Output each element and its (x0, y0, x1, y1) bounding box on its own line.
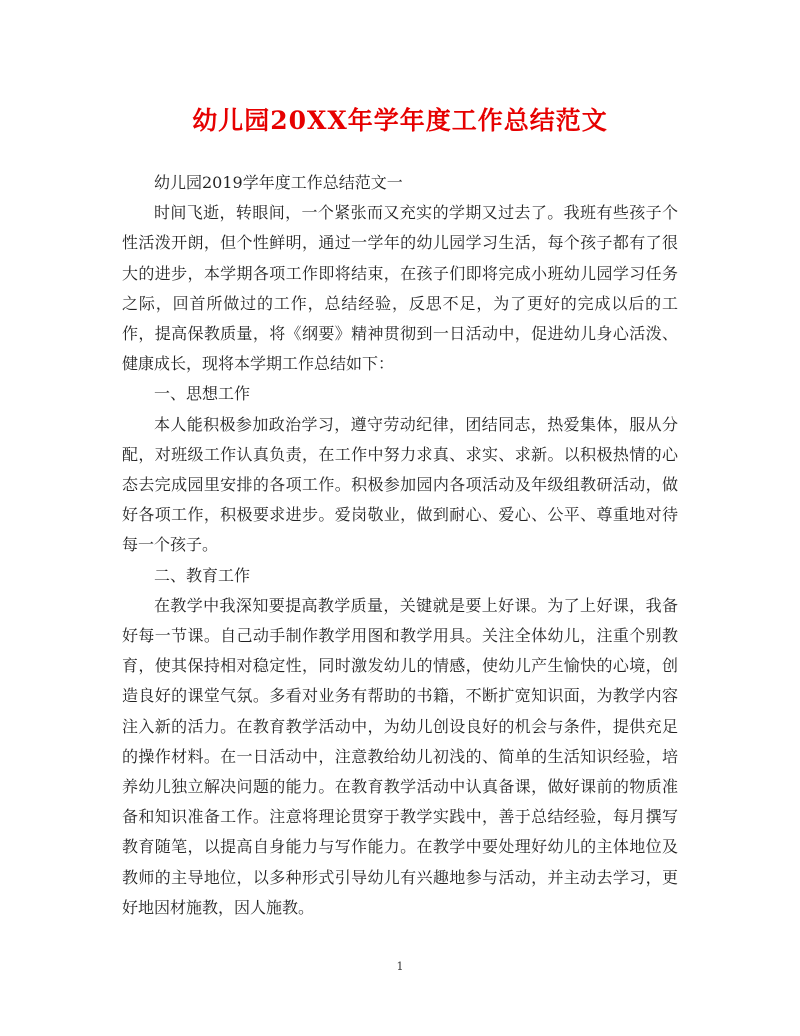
page-number: 1 (396, 960, 404, 973)
section-paragraph-education: 在教学中我深知要提高教学质量，关键就是要上好课。为了上好课，我备好每一节课。自己动手制作教学用图和教学用具。关注全体幼儿，注重个别教育，使其保持相对稳定性，同时激发幼儿的情感，使幼儿产生愉快的心境，创造良好的课堂气氛。多看对业务有帮助的书籍，不断扩宽知识面，为教学内容注入新的活力。在教育教学活动中，为幼儿创设良好的机会与条件，提供充足的操作材料。在一日活动中，注意教给幼儿初浅的、简单的生活知识经验，培养幼儿独立解决问题的能力。在教育教学活动中认真备课，做好课前的物质准备和知识准备工作。注意将理论贯穿于教学实践中，善于总结经验，每月撰写教育随笔，以提高自身能力与写作能力。在教学中要处理好幼儿的主体地位及教师的主导地位，以多种形式引导幼儿有兴趣地参与活动，并主动去学习，更好地因材施教，因人施教。 (122, 595, 678, 917)
intro-paragraph: 时间飞逝，转眼间，一个紧张而又充实的学期又过去了。我班有些孩子个性活泼开朗，但个性鲜明，通过一学年的幼儿园学习生活，每个孩子都有了很大的进步，本学期各项工作即将结束，在孩子们即将完成小班幼儿园学习任务之际，回首所做过的工作，总结经验，反思不足，为了更好的完成以后的工作，提高保教质量，将《纲要》精神贯彻到一日活动中，促进幼儿身心活泼、健康成长，现将本学期工作总结如下： (122, 203, 678, 374)
section-heading-education: 二、教育工作 (154, 565, 251, 585)
document-subtitle: 幼儿园2019学年度工作总结范文一 (154, 173, 403, 192)
document-title: 幼儿园20XX年学年度工作总结范文 (192, 106, 608, 135)
section-paragraph-thought: 本人能积极参加政治学习，遵守劳动纪律，团结同志，热爱集体，服从分配，对班级工作认真负责，在工作中努力求真、求实、求新。以积极热情的心态去完成园里安排的各项工作。积极参加园内各项活动及年级组教研活动，做好各项工作，积极要求进步。爱岗敬业，做到耐心、爱心、公平、尊重地对待每一个孩子。 (122, 414, 678, 555)
document-body (122, 168, 678, 923)
section-heading-thought: 一、思想工作 (154, 384, 251, 404)
